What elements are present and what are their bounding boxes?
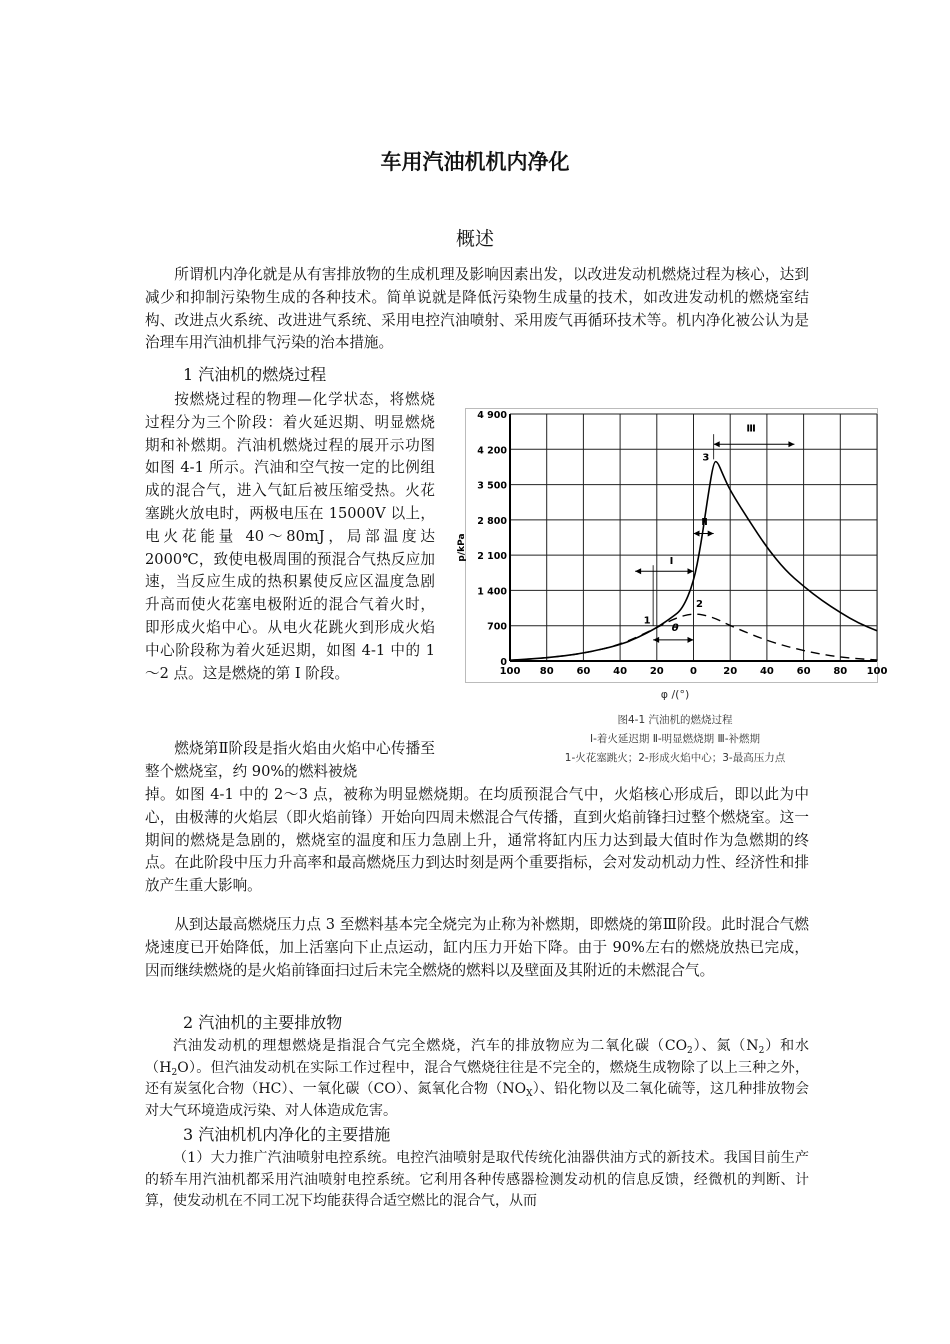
y-tick-label: 1 400 [477, 586, 507, 598]
figure-caption-points: 1-火花塞跳火；2-形成火焰中心；3-最高压力点 [564, 752, 786, 764]
section-3-paragraph-1: （1）大力推广汽油喷射电控系统。电控汽油喷射是取代传统化油器供油方式的新技术。我国目前生产的轿车用汽油机都采用汽油喷射电控系统。它利用各种传感器检测发动机的信息反馈，经微机的判断、计算，使发动机在不同工况下均能获得合适空燃比的混合气，从而 [145, 1150, 809, 1209]
s2-sub-3: 2 [171, 1067, 178, 1078]
annotation-label: Ⅰ [669, 556, 674, 568]
figure-caption-title: 图4-1 汽油机的燃烧过程 [617, 714, 733, 726]
y-tick-label: 4 900 [477, 410, 507, 421]
x-tick-label: 80 [833, 666, 848, 677]
section-1-paragraph-3: 从到达最高燃烧压力点 3 至燃料基本完全烧完为止称为补燃期，即燃烧的第Ⅲ阶段。此时混合气燃烧速度已开始降低，加上活塞向下止点运动，缸内压力开始下降。由于 90%左右的燃烧放热已完成，因而继续燃烧的是火焰前锋面扫过后未完全燃烧的燃料以及壁面及其附近的未燃混合气。 [145, 916, 809, 979]
section-2-paragraph [145, 1036, 809, 1122]
interval-i-arrow-head-right [688, 568, 694, 574]
theta-arrow-head-right [688, 637, 694, 643]
interval-ii-arrow-head-right [708, 530, 714, 536]
x-tick-label: 60 [576, 666, 591, 677]
x-tick-label: 40 [613, 666, 628, 677]
x-tick-label: 0 [690, 666, 697, 677]
s2-text-2: ）、氮（N [692, 1038, 759, 1054]
y-tick-label: 3 500 [477, 480, 507, 492]
x-tick-label: 60 [796, 666, 811, 677]
theta-arrow-head-left [653, 637, 659, 643]
x-tick-label: 20 [649, 666, 664, 677]
section-2-heading: 2 汽油机的主要排放物 [183, 1013, 343, 1032]
section-1-paragraph-2b: 掉。如图 4-1 中的 2～3 点，被称为明显燃烧期。在均质预混合气中，火焰核心形成后，即以此为中心，由极薄的火焰层（即火焰前锋）开始向四周未燃混合气传播，直到火焰前锋扫过整个燃烧室。这一期间的燃烧是急剧的，燃烧室的温度和压力急剧上升，通常将缸内压力达到最大值时作为急燃期的终点。在此阶段中压力升高率和最高燃烧压力到达时刻是两个重要指标，会对发动机动力性、经济性和排放产生重大影响。 [145, 786, 809, 895]
x-tick-label: 40 [759, 666, 774, 677]
figure-caption-legend: Ⅰ-着火延迟期 Ⅱ-明显燃烧期 Ⅲ-补燃期 [589, 733, 761, 745]
figure-x-axis-label: φ /(°) [660, 688, 690, 701]
s2-text-3: ）和水（H [145, 1038, 810, 1076]
annotation-label: 3 [702, 452, 710, 464]
y-tick-label: 0 [500, 657, 507, 668]
page-title: 车用汽油机机内净化 [380, 150, 570, 174]
x-tick-label: 100 [499, 666, 521, 677]
combustion-pressure-chart [457, 408, 888, 683]
annotation-label: 1 [643, 615, 651, 627]
section-subtitle: 概述 [455, 228, 494, 250]
s2-text-5: ）、铅化物以及二氧化硫等，这几种排放物会对大气环境造成污染、对人体造成危害。 [145, 1081, 809, 1119]
interval-ii-arrow-head-left [694, 530, 700, 536]
section-1-heading: 1 汽油机的燃烧过程 [183, 365, 327, 384]
interval-i-arrow-head-left [635, 568, 641, 574]
annotation-label: θ [671, 622, 679, 634]
y-tick-label: 2 800 [477, 515, 507, 527]
s2-text-4: O）。但汽油发动机在实际工作过程中，混合气燃烧往往是不完全的，燃烧生成物除了以上三种之外，还有炭氢化合物（HC）、一氧化碳（CO）、氮氧化合物（NO [145, 1059, 809, 1097]
interval-iii-arrow-head-left [714, 441, 720, 447]
s2-sub-4: X [526, 1089, 533, 1099]
s2-text-1: 汽油发动机的理想燃烧是指混合气完全燃烧，汽车的排放物应为二氧化碳（CO [173, 1038, 688, 1054]
intro-paragraph: 所谓机内净化就是从有害排放物的生成机理及影响因素出发，以改进发动机燃烧过程为核心，达到减少和抑制污染物生成的各种技术。简单说就是降低污染物生成量的技术，如改进发动机的燃烧室结构、改进点火系统、改进进气系统、采用电控汽油喷射、采用废气再循环技术等。机内净化被公认为是治理车用汽油机排气污染的治本措施。 [145, 266, 809, 352]
figure-4-1 [457, 408, 888, 683]
annotation-label: Ⅱ [701, 516, 708, 528]
annotation-label: 2 [696, 599, 703, 611]
x-tick-label: 20 [723, 666, 738, 677]
y-tick-label: 2 100 [477, 551, 507, 563]
section-1-paragraph-1: 按燃烧过程的物理—化学状态，将燃烧过程分为三个阶段：着火延迟期、明显燃烧期和补燃期。汽油机燃烧过程的展开示功图如图 4-1 所示。汽油和空气按一定的比例组成的混合气，进入气缸后被压缩受热。火花塞跳火放电时，两极电压在 15000V 以上，电火花能量 40～80mJ，局部温度达 2000℃，致使电极周围的预混合气热反应加速，当反应生成的热积累使反应区温度急剧升高而使火花塞电极附近的混合气着火时，即形成火焰中心。从电火花跳火到形成火焰中心阶段称为着火延迟期，如图 4-1 中的 1～2 点。这是燃烧的第 I 阶段。 [145, 391, 435, 682]
y-tick-label: 4 200 [477, 445, 507, 457]
section-1-paragraph-2a: 燃烧第Ⅱ阶段是指火焰由火焰中心传播至整个燃烧室，约 90%的燃料被烧 [145, 740, 435, 780]
annotation-label: Ⅲ [746, 423, 756, 435]
s2-sub-2: 2 [758, 1046, 765, 1056]
x-tick-label: 80 [539, 666, 554, 677]
x-tick-label: 100 [866, 666, 888, 677]
s2-sub-1: 2 [687, 1046, 693, 1056]
section-3-heading: 3 汽油机机内净化的主要措施 [183, 1125, 391, 1144]
interval-iii-arrow-head-right [788, 441, 794, 447]
y-axis-label: p/kPa [457, 533, 467, 562]
y-tick-label: 700 [487, 621, 507, 633]
